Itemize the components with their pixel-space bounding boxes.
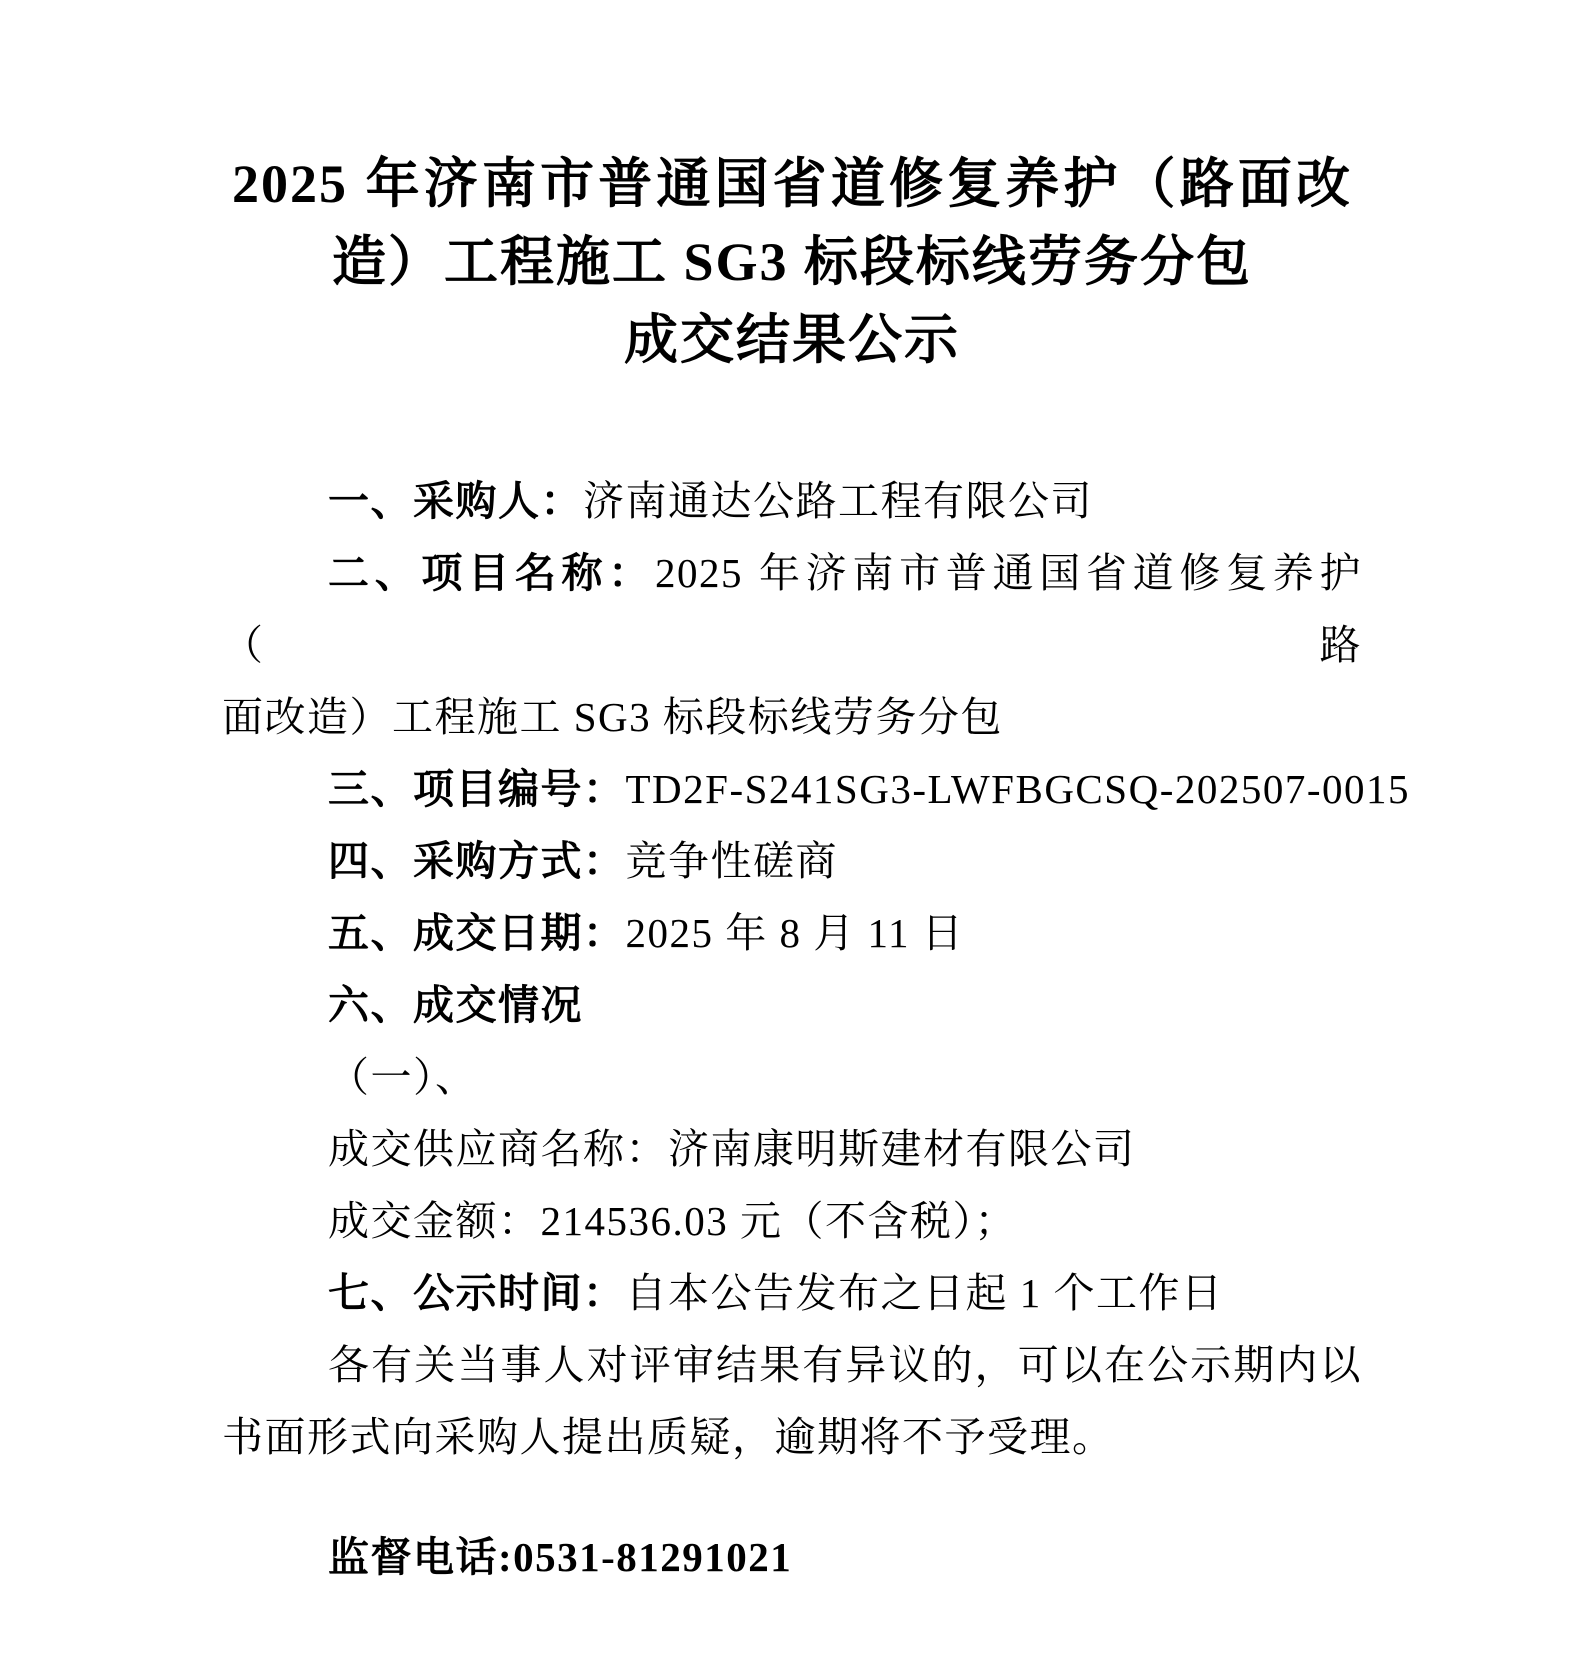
deal-amount-value: 成交金额：214536.03 元（不含税）； xyxy=(328,1198,1017,1244)
title-line-1: 2025 年济南市普通国省道修复养护（路面改 xyxy=(232,154,1352,214)
deal-date-value: 2025 年 8 月 11 日 xyxy=(625,910,965,956)
line-deal-amount xyxy=(222,1185,1362,1257)
item-one-value: （一）、 xyxy=(328,1054,478,1100)
line-supervision-phone xyxy=(222,1521,1362,1593)
purchaser-value: 济南通达公路工程有限公司 xyxy=(583,478,1093,524)
line-publicity-period xyxy=(222,1257,1362,1329)
document-body xyxy=(222,465,1410,1593)
deal-date-label: 五、成交日期： xyxy=(328,910,626,956)
line-deal-date xyxy=(222,897,1362,969)
line-procurement-method xyxy=(222,825,1362,897)
line-item-one xyxy=(222,1041,1362,1113)
line-deal-situation xyxy=(222,969,1362,1041)
purchaser-label: 一、采购人： xyxy=(328,478,583,524)
publicity-period-value: 自本公告发布之日起 1 个工作日 xyxy=(625,1270,1224,1316)
objection-notice-1-value: 各有关当事人对评审结果有异议的，可以在公示期内以 xyxy=(328,1342,1362,1388)
line-project-name-wrap xyxy=(222,681,1362,753)
project-number-value: TD2F-S241SG3-LWFBGCSQ-202507-0015 xyxy=(625,766,1410,812)
line-objection-notice-1 xyxy=(222,1329,1362,1401)
line-supplier-name xyxy=(222,1113,1362,1185)
project-name-value: 2025 年济南市普通国省道修复养护（路 xyxy=(222,550,1363,668)
supervision-phone-label: 监督电话:0531-81291021 xyxy=(328,1534,793,1580)
title-line-3: 成交结果公示 xyxy=(624,310,960,370)
line-project-number xyxy=(222,753,1410,825)
line-purchaser xyxy=(222,465,1362,537)
line-objection-notice-2 xyxy=(222,1401,1362,1473)
line-project-name xyxy=(222,537,1362,681)
procurement-method-value: 竞争性磋商 xyxy=(625,838,838,884)
deal-situation-label: 六、成交情况 xyxy=(328,982,583,1028)
objection-notice-2-value: 书面形式向采购人提出质疑，逾期将不予受理。 xyxy=(222,1414,1115,1460)
document-title xyxy=(232,145,1352,379)
project-name-wrap-value: 面改造）工程施工 SG3 标段标线劳务分包 xyxy=(222,694,1003,740)
procurement-method-label: 四、采购方式： xyxy=(328,838,626,884)
project-number-label: 三、项目编号： xyxy=(328,766,626,812)
supplier-name-value: 成交供应商名称：济南康明斯建材有限公司 xyxy=(328,1126,1136,1172)
publicity-period-label: 七、公示时间： xyxy=(328,1270,626,1316)
title-line-2: 造）工程施工 SG3 标段标线劳务分包 xyxy=(331,232,1253,292)
project-name-label: 二、项目名称： xyxy=(328,550,655,596)
